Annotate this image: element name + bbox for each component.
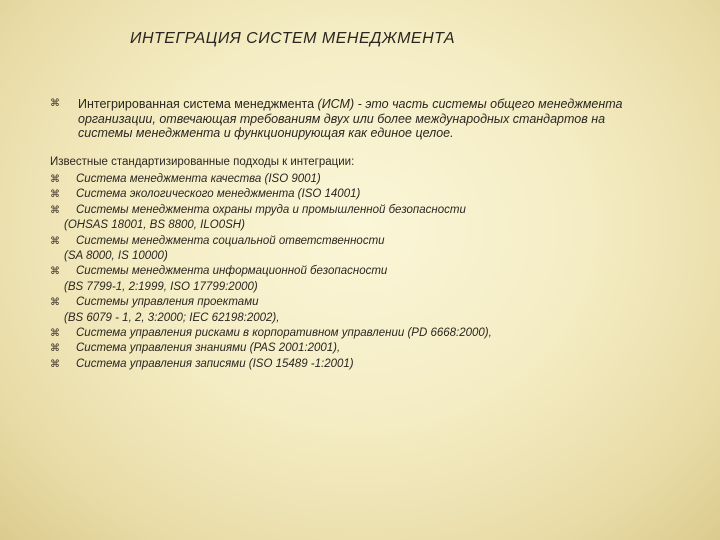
list-item-label: Системы менеджмента охраны труда и промышленной безопасности: [76, 203, 466, 216]
bullet-icon: ⌘: [50, 174, 60, 185]
bullet-icon: ⌘: [50, 189, 60, 201]
list-item-label: Система управления знаниями (PAS 2001:2001),: [76, 342, 341, 355]
list-item-label: Система управления записями (ISO 15489 -1:2001): [76, 357, 354, 370]
list-item-continuation: [50, 311, 670, 326]
list-item: [50, 187, 670, 202]
intro-line-3: системы менеджмента и функционирующая как единое целое.: [78, 126, 454, 140]
list-item-label: Система менеджмента качества (ISO 9001): [76, 173, 321, 185]
list-item-label: (OHSAS 18001, BS 8800, ILO0SH): [64, 219, 245, 232]
list-item: [50, 264, 670, 279]
page-title: ИНТЕГРАЦИЯ СИСТЕМ МЕНЕДЖМЕНТА: [130, 30, 456, 47]
bullet-icon: ⌘: [50, 297, 60, 309]
section-subheading: Известные стандартизированные подходы к интеграции:: [50, 156, 355, 168]
bullet-icon: ⌘: [50, 98, 60, 109]
list-item-continuation: [50, 218, 670, 233]
list-item-continuation: [50, 280, 670, 295]
bullet-icon: ⌘: [50, 204, 60, 216]
intro-paragraph: [50, 97, 690, 141]
bullet-icon: ⌘: [50, 327, 60, 339]
bullet-icon: ⌘: [50, 343, 60, 355]
list-item-continuation: [50, 249, 670, 264]
bullet-icon: ⌘: [50, 358, 60, 370]
list-item: [50, 357, 670, 372]
list-item-label: Системы управления проектами: [76, 296, 259, 309]
list-item-label: (SA 8000, IS 10000): [64, 249, 168, 262]
intro-term: Интегрированная система менеджмента: [78, 97, 315, 111]
standards-list: [50, 172, 670, 372]
bullet-icon: ⌘: [50, 235, 60, 247]
list-item: [50, 295, 670, 310]
list-item: [50, 203, 670, 218]
list-item-label: (BS 7799-1, 2:1999, ISO 17799:2000): [64, 280, 258, 293]
list-item: [50, 234, 670, 249]
list-item-label: (BS 6079 - 1, 2, 3:2000; IEC 62198:2002),: [64, 311, 280, 324]
intro-line-2: организации, отвечающая требованиям двух или более международных стандартов на: [78, 111, 606, 126]
list-item-label: Системы менеджмента социальной ответственности: [76, 234, 385, 247]
list-item-label: Система управления рисками в корпоративном управлении (PD 6668:2000),: [76, 326, 492, 339]
list-item-label: Система экологического менеджмента (ISO 14001): [76, 188, 361, 201]
list-item-label: Системы менеджмента информационной безопасности: [76, 265, 388, 278]
bullet-icon: ⌘: [50, 266, 60, 278]
list-item: [50, 172, 670, 187]
list-item: [50, 341, 670, 356]
intro-line-1: (ИСМ) - это часть системы общего менеджмента: [314, 97, 623, 111]
list-item: [50, 326, 670, 341]
